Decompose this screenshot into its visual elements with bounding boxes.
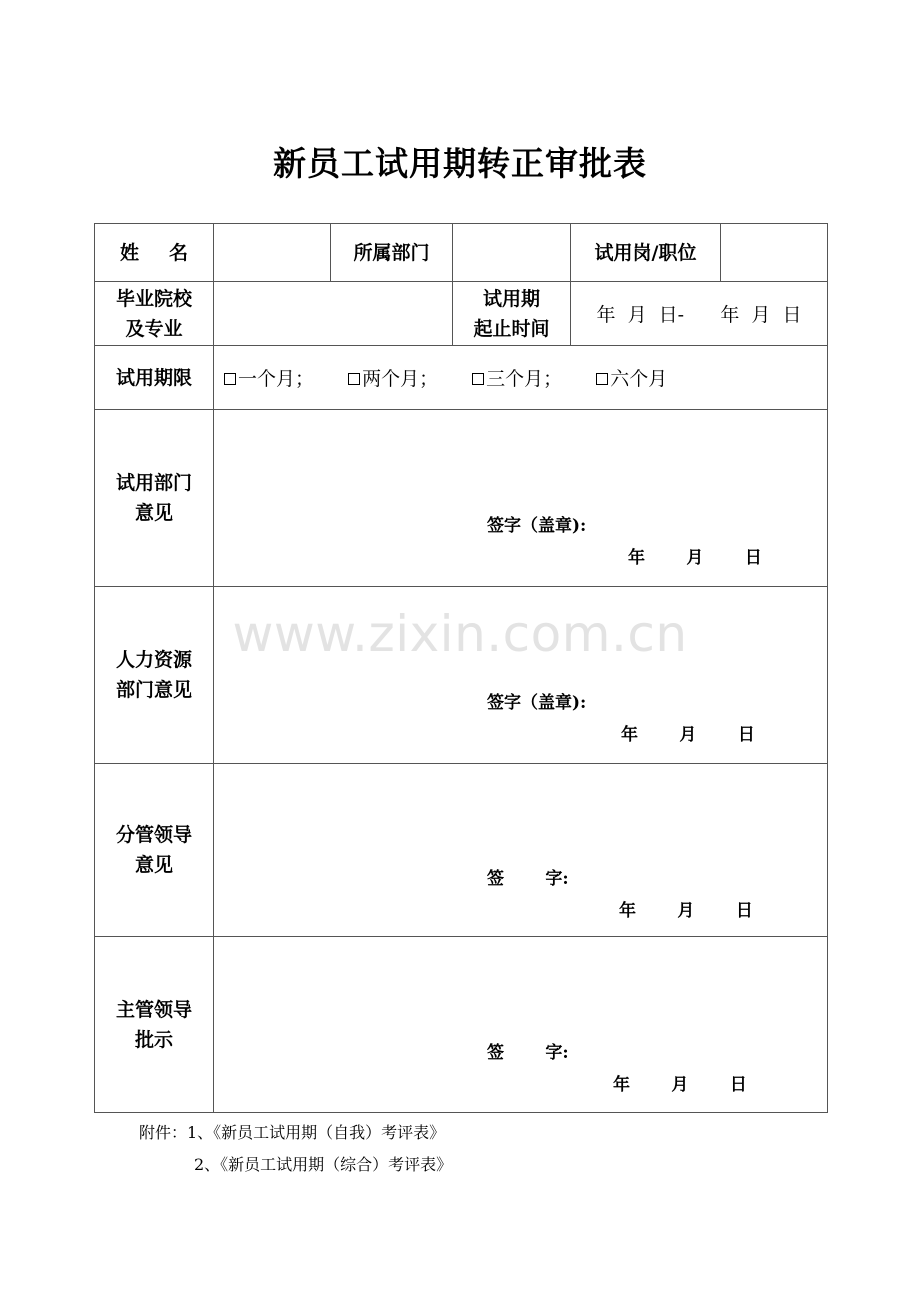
row-director-approval <box>95 937 828 1113</box>
checkbox-icon[interactable] <box>472 373 484 385</box>
director-approval-label: 主管领导 批示 <box>95 937 214 1113</box>
supervisor-opinion-field[interactable] <box>214 764 828 937</box>
signature-label: 签字（盖章): <box>487 516 587 536</box>
position-label: 试用岗/职位 <box>571 224 721 282</box>
trial-dept-opinion-label: 试用部门 意见 <box>95 410 214 587</box>
department-field[interactable] <box>453 224 571 282</box>
option-one-month[interactable]: 一个月； <box>224 364 314 391</box>
school-major-label: 毕业院校 及专业 <box>95 282 214 346</box>
school-major-field[interactable] <box>214 282 453 346</box>
trial-duration-label: 试用期限 <box>95 346 214 410</box>
row-school-period <box>95 282 828 346</box>
trial-period-dates-field[interactable]: 年 月 日- 年 月 日 <box>571 282 828 346</box>
trial-period-dates-label: 试用期 起止时间 <box>453 282 571 346</box>
trial-dept-opinion-field[interactable] <box>214 410 828 587</box>
checkbox-icon[interactable] <box>596 373 608 385</box>
supervisor-opinion-label: 分管领导 意见 <box>95 764 214 937</box>
director-approval-field[interactable] <box>214 937 828 1113</box>
option-six-months[interactable]: 六个月 <box>596 364 667 391</box>
row-trial-dept-opinion <box>95 410 828 587</box>
name-field[interactable] <box>214 224 331 282</box>
row-supervisor-opinion <box>95 764 828 937</box>
name-label: 姓 名 <box>95 224 214 282</box>
form-title: 新员工试用期转正审批表 <box>273 144 647 183</box>
date-label: 年 月 日 <box>613 1075 747 1095</box>
signature-label: 签字（盖章): <box>487 693 587 713</box>
attachment-line-1: 附件：1、《新员工试用期（自我）考评表》 <box>139 1123 446 1142</box>
checkbox-icon[interactable] <box>348 373 360 385</box>
signature-label: 签 字: <box>487 1043 569 1063</box>
department-label: 所属部门 <box>331 224 453 282</box>
row-hr-opinion <box>95 587 828 764</box>
approval-form-table <box>94 223 828 1113</box>
option-two-months[interactable]: 两个月； <box>348 364 438 391</box>
hr-opinion-label: 人力资源 部门意见 <box>95 587 214 764</box>
row-trial-duration <box>95 346 828 410</box>
signature-label: 签 字: <box>487 869 569 889</box>
option-three-months[interactable]: 三个月； <box>472 364 562 391</box>
trial-duration-options <box>214 346 828 410</box>
row-basic-info <box>95 224 828 282</box>
date-label: 年 月 日 <box>619 901 753 921</box>
attachment-line-2: 2、《新员工试用期（综合）考评表》 <box>194 1155 453 1174</box>
checkbox-icon[interactable] <box>224 373 236 385</box>
watermark: www.zixin.com.cn <box>232 605 688 663</box>
date-label: 年 月 日 <box>628 548 762 568</box>
position-field[interactable] <box>721 224 828 282</box>
hr-opinion-field[interactable] <box>214 587 828 764</box>
date-label: 年 月 日 <box>621 725 755 745</box>
